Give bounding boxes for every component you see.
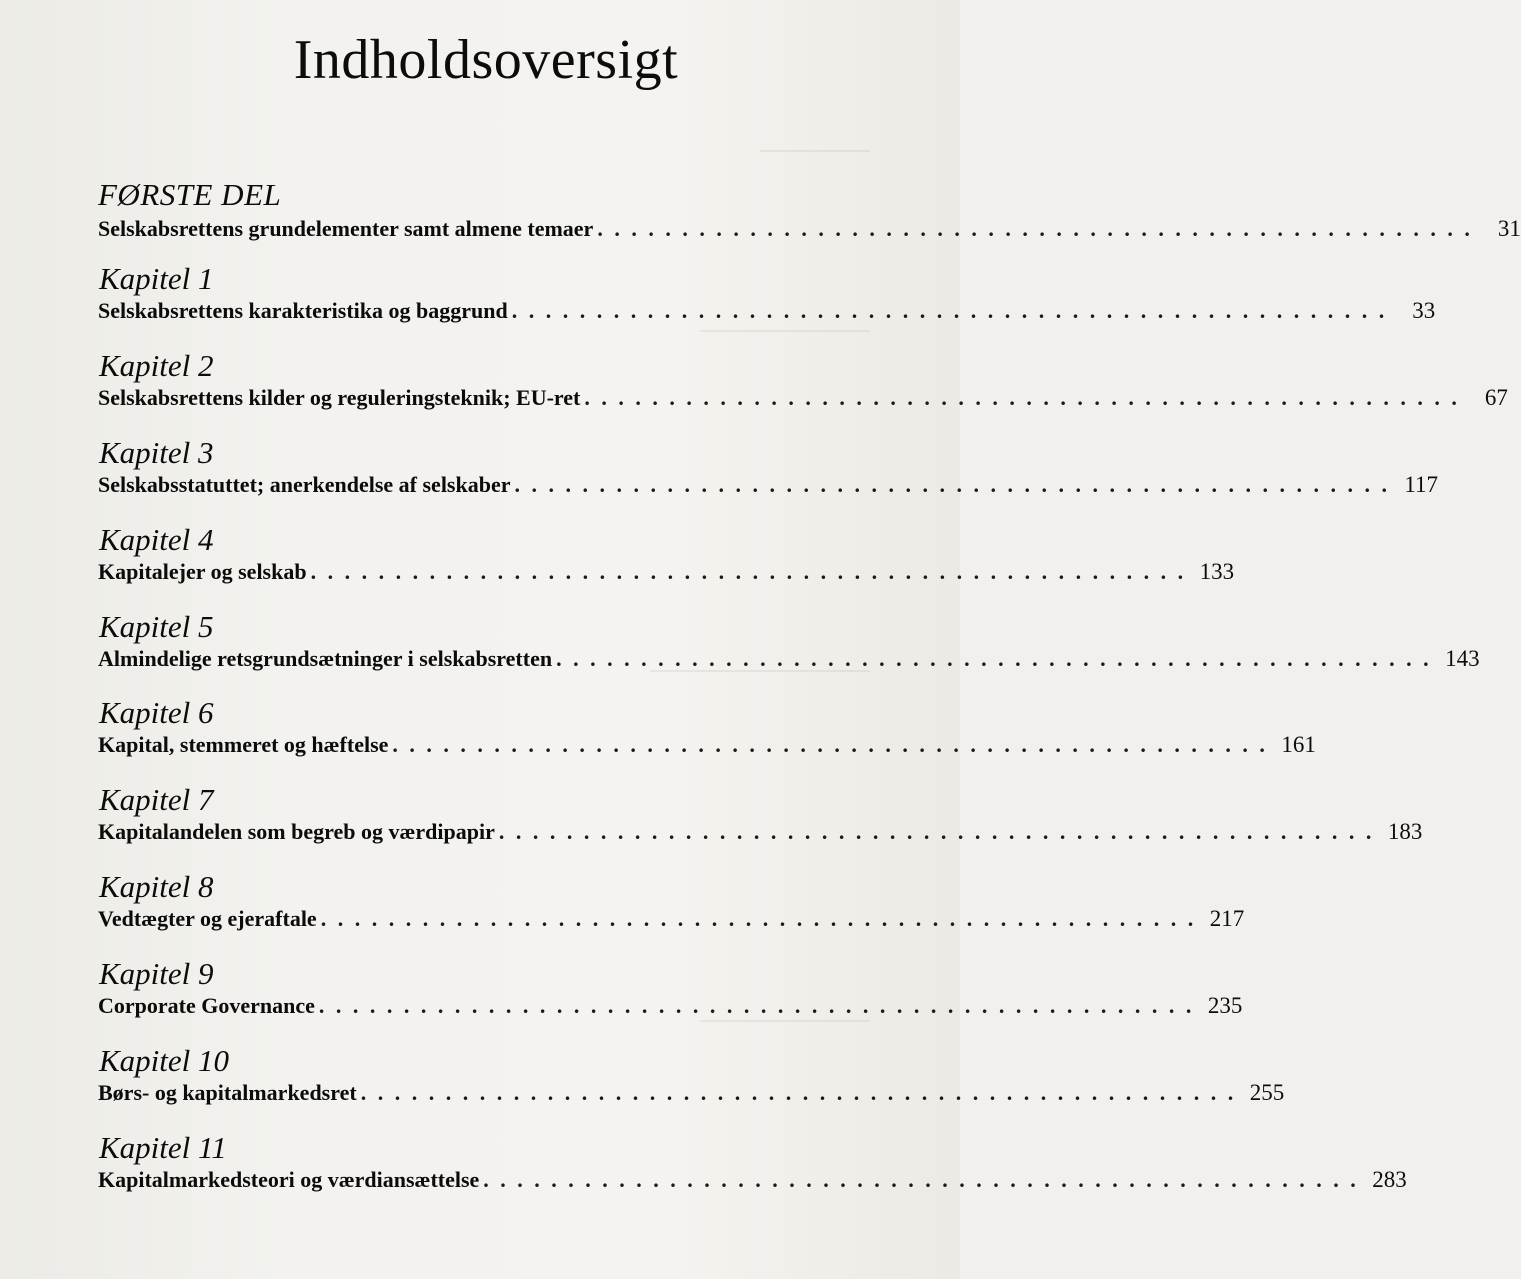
toc-chapter: [98, 695, 1316, 783]
toc-chapter: [98, 608, 1480, 697]
chapter-heading: Kapitel 10: [99, 1043, 230, 1079]
toc-page-number: 161: [1281, 732, 1316, 758]
dot-leader: . . . . . . . . . . . . . . . . . . . . . . . . . . . . . . . . . . . . . . . . . . . . . . . . . . . .: [360, 1080, 1237, 1106]
chapter-heading: Kapitel 3: [99, 434, 214, 470]
toc-chapter: [98, 347, 1508, 436]
part-heading: FØRSTE DEL: [98, 177, 282, 212]
toc-entry-line[interactable]: [98, 904, 1245, 934]
dot-leader: . . . . . . . . . . . . . . . . . . . . . . . . . . . . . . . . . . . . . . . . . . . . . . . . . . . .: [514, 471, 1390, 497]
toc-entry-title: Kapital, stemmeret og hæftelse: [98, 732, 389, 758]
toc-part: [98, 176, 1521, 262]
toc-page-number: 183: [1387, 819, 1423, 845]
dot-leader: . . . . . . . . . . . . . . . . . . . . . . . . . . . . . . . . . . . . . . . . . . . . . . . . . . . .: [597, 216, 1473, 241]
toc-entry-title: Kapitalejer og selskab: [98, 558, 307, 584]
chapter-heading: Kapitel 8: [99, 869, 214, 905]
chapter-heading: Kapitel 9: [99, 956, 214, 992]
toc-chapter: [98, 261, 1436, 349]
chapter-heading: Kapitel 2: [99, 347, 214, 383]
toc-page-number: 255: [1249, 1080, 1285, 1106]
toc-entry-line[interactable]: [98, 1078, 1285, 1108]
dot-leader: . . . . . . . . . . . . . . . . . . . . . . . . . . . . . . . . . . . . . . . . . . . . . . . . . . . .: [556, 645, 1432, 671]
dot-leader: . . . . . . . . . . . . . . . . . . . . . . . . . . . . . . . . . . . . . . . . . . . . . . . . . . . .: [483, 1166, 1359, 1192]
toc-chapter: [98, 782, 1423, 870]
toc-page-number: 217: [1209, 906, 1245, 932]
toc-entry-title: Selskabsrettens kilder og reguleringsteknik; EU-ret: [98, 384, 581, 410]
chapter-heading: Kapitel 11: [99, 1129, 227, 1165]
toc-page-number: 117: [1404, 471, 1438, 497]
table-of-contents: [98, 176, 1521, 1218]
toc-entry-line[interactable]: [98, 296, 1436, 326]
toc-page-number: 143: [1445, 645, 1480, 671]
toc-chapter: [98, 1043, 1285, 1131]
toc-entry-line[interactable]: [98, 1165, 1407, 1195]
toc-page-number: 283: [1372, 1166, 1407, 1192]
dot-leader: . . . . . . . . . . . . . . . . . . . . . . . . . . . . . . . . . . . . . . . . . . . . . . . . . . . .: [511, 298, 1388, 323]
dot-leader: . . . . . . . . . . . . . . . . . . . . . . . . . . . . . . . . . . . . . . . . . . . . . . . . . . . .: [584, 384, 1460, 410]
toc-entry-title: Selskabsrettens karakteristika og baggrund: [98, 298, 508, 323]
toc-chapter: [98, 434, 1438, 523]
chapter-heading: Kapitel 5: [99, 608, 214, 644]
toc-page-number: 235: [1207, 993, 1243, 1019]
chapter-heading: Kapitel 7: [99, 782, 214, 818]
toc-entry-line[interactable]: [98, 214, 1521, 244]
dot-leader: . . . . . . . . . . . . . . . . . . . . . . . . . . . . . . . . . . . . . . . . . . . . . . . . . . . .: [320, 906, 1197, 932]
toc-entry-title: Børs- og kapitalmarkedsret: [98, 1080, 357, 1106]
page-title: Indholdsoversigt: [293, 29, 679, 91]
toc-chapter: [98, 1129, 1407, 1218]
toc-entry-title: Selskabsstatuttet; anerkendelse af selskaber: [98, 471, 511, 497]
dot-leader: . . . . . . . . . . . . . . . . . . . . . . . . . . . . . . . . . . . . . . . . . . . . . . . . . . . .: [498, 819, 1375, 845]
toc-entry-line[interactable]: [98, 557, 1235, 587]
toc-page-number: 133: [1199, 558, 1235, 584]
toc-chapter: [98, 869, 1245, 957]
toc-entry-line[interactable]: [98, 383, 1508, 413]
toc-entry-title: Kapitalandelen som begreb og værdipapir: [98, 819, 495, 845]
toc-entry-title: Vedtægter og ejeraftale: [98, 906, 317, 932]
toc-chapter: [98, 956, 1243, 1044]
toc-entry-line[interactable]: [98, 991, 1243, 1021]
dot-leader: . . . . . . . . . . . . . . . . . . . . . . . . . . . . . . . . . . . . . . . . . . . . . . . . . . . .: [392, 732, 1268, 758]
dot-leader: . . . . . . . . . . . . . . . . . . . . . . . . . . . . . . . . . . . . . . . . . . . . . . . . . . . .: [310, 558, 1187, 584]
dot-leader: . . . . . . . . . . . . . . . . . . . . . . . . . . . . . . . . . . . . . . . . . . . . . . . . . . . .: [318, 993, 1195, 1019]
chapter-list: [98, 261, 1508, 1218]
toc-chapter: [98, 521, 1235, 610]
toc-entry-line[interactable]: [98, 470, 1438, 500]
toc-page-number: 31: [1497, 216, 1521, 241]
chapter-heading: Kapitel 4: [99, 521, 214, 557]
bleed-through-mark: [760, 120, 870, 152]
toc-entry-title: Selskabsrettens grundelementer samt almene temaer: [98, 216, 594, 241]
toc-page-number: 67: [1484, 384, 1508, 410]
chapter-heading: Kapitel 1: [99, 261, 214, 296]
toc-entry-title: Kapitalmarkedsteori og værdiansættelse: [98, 1166, 480, 1192]
chapter-heading: Kapitel 6: [99, 695, 214, 731]
toc-entry-line[interactable]: [98, 730, 1316, 760]
toc-entry-line[interactable]: [98, 817, 1423, 847]
toc-entry-title: Corporate Governance: [98, 993, 315, 1019]
toc-entry-line[interactable]: [98, 644, 1480, 674]
toc-page-number: 33: [1412, 298, 1436, 323]
toc-entry-title: Almindelige retsgrundsætninger i selskabsretten: [98, 645, 553, 671]
